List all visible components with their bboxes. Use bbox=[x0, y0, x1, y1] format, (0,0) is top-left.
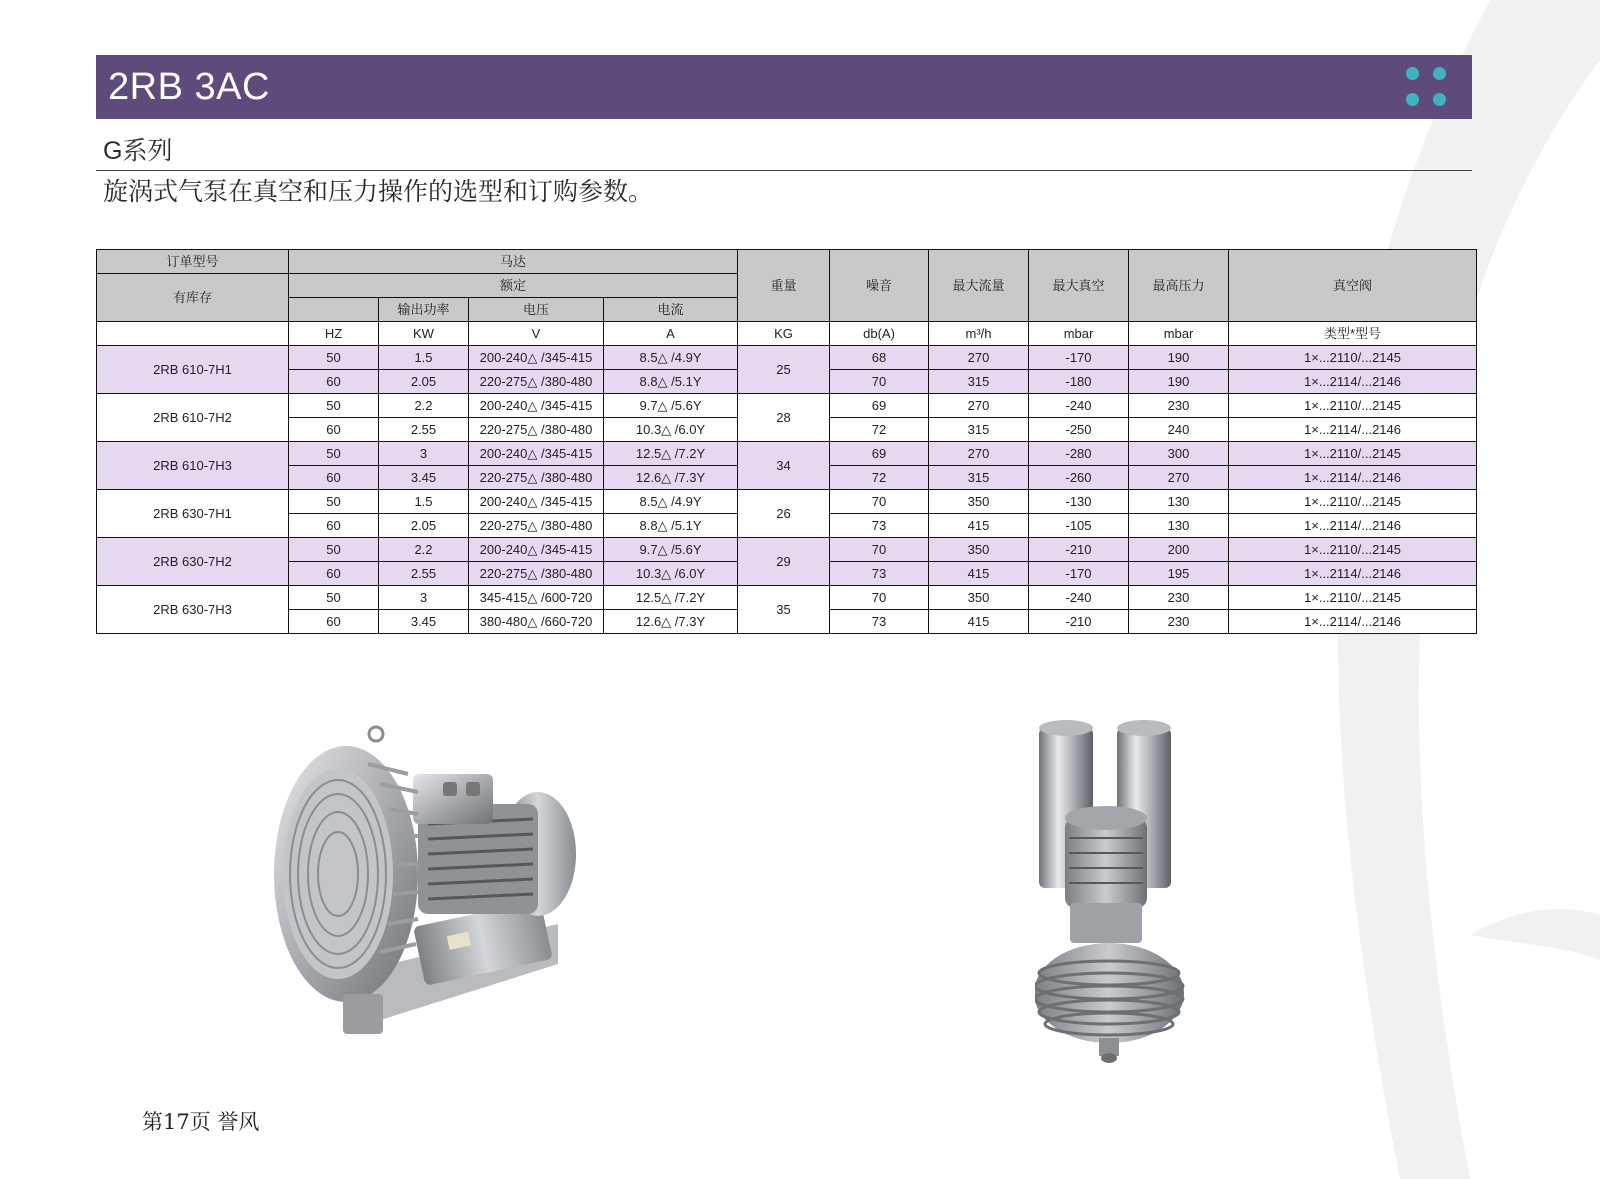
cell-kw: 3 bbox=[379, 442, 469, 466]
cell-noise: 69 bbox=[830, 394, 929, 418]
cell-flow: 270 bbox=[929, 394, 1029, 418]
cell-weight: 34 bbox=[738, 442, 830, 490]
cell-voltage: 200-240△ /345-415 bbox=[469, 394, 604, 418]
unit-v: V bbox=[469, 322, 604, 346]
cell-flow: 315 bbox=[929, 418, 1029, 442]
header-in-stock: 有库存 bbox=[97, 274, 289, 322]
cell-vacuum: -240 bbox=[1029, 394, 1129, 418]
cell-voltage: 220-275△ /380-480 bbox=[469, 370, 604, 394]
unit-db: db(A) bbox=[830, 322, 929, 346]
cell-hz: 60 bbox=[289, 466, 379, 490]
table-row bbox=[97, 442, 1477, 466]
cell-valve: 1×...2114/...2146 bbox=[1229, 562, 1477, 586]
cell-current: 8.8△ /5.1Y bbox=[604, 370, 738, 394]
cell-kw: 2.2 bbox=[379, 538, 469, 562]
cell-flow: 350 bbox=[929, 490, 1029, 514]
model-group bbox=[97, 442, 1477, 490]
unit-empty bbox=[97, 322, 289, 346]
header-output: 输出功率 bbox=[379, 298, 469, 322]
cell-voltage: 220-275△ /380-480 bbox=[469, 418, 604, 442]
cell-valve: 1×...2110/...2145 bbox=[1229, 442, 1477, 466]
cell-hz: 60 bbox=[289, 514, 379, 538]
cell-pressure: 300 bbox=[1129, 442, 1229, 466]
cell-noise: 70 bbox=[830, 538, 929, 562]
cell-voltage: 220-275△ /380-480 bbox=[469, 466, 604, 490]
cell-vacuum: -130 bbox=[1029, 490, 1129, 514]
header-valve: 真空阀 bbox=[1229, 250, 1477, 322]
cell-current: 12.5△ /7.2Y bbox=[604, 442, 738, 466]
model-group bbox=[97, 538, 1477, 586]
blower-photo-single-stage bbox=[268, 724, 598, 1058]
divider bbox=[96, 170, 1472, 171]
cell-noise: 68 bbox=[830, 346, 929, 370]
cell-valve: 1×...2110/...2145 bbox=[1229, 586, 1477, 610]
cell-current: 8.5△ /4.9Y bbox=[604, 346, 738, 370]
cell-voltage: 200-240△ /345-415 bbox=[469, 538, 604, 562]
cell-flow: 270 bbox=[929, 442, 1029, 466]
cell-noise: 73 bbox=[830, 514, 929, 538]
cell-kw: 3.45 bbox=[379, 610, 469, 634]
cell-current: 12.5△ /7.2Y bbox=[604, 586, 738, 610]
cell-noise: 70 bbox=[830, 586, 929, 610]
cell-kw: 3 bbox=[379, 586, 469, 610]
cell-current: 9.7△ /5.6Y bbox=[604, 394, 738, 418]
cell-hz: 60 bbox=[289, 610, 379, 634]
units-row bbox=[97, 322, 1477, 346]
cell-kw: 2.55 bbox=[379, 562, 469, 586]
cell-voltage: 200-240△ /345-415 bbox=[469, 442, 604, 466]
cell-noise: 72 bbox=[830, 466, 929, 490]
cell-flow: 415 bbox=[929, 562, 1029, 586]
cell-flow: 315 bbox=[929, 370, 1029, 394]
cell-valve: 1×...2110/...2145 bbox=[1229, 346, 1477, 370]
cell-pressure: 200 bbox=[1129, 538, 1229, 562]
model-name: 2RB 630-7H1 bbox=[97, 490, 289, 538]
table-row bbox=[97, 538, 1477, 562]
cell-flow: 415 bbox=[929, 610, 1029, 634]
cell-valve: 1×...2110/...2145 bbox=[1229, 490, 1477, 514]
header-max-pressure: 最高压力 bbox=[1129, 250, 1229, 322]
unit-flow: m³/h bbox=[929, 322, 1029, 346]
model-name: 2RB 610-7H3 bbox=[97, 442, 289, 490]
cell-pressure: 130 bbox=[1129, 490, 1229, 514]
cell-vacuum: -250 bbox=[1029, 418, 1129, 442]
cell-hz: 60 bbox=[289, 562, 379, 586]
cell-noise: 70 bbox=[830, 370, 929, 394]
cell-noise: 73 bbox=[830, 610, 929, 634]
cell-weight: 28 bbox=[738, 394, 830, 442]
unit-hz: HZ bbox=[289, 322, 379, 346]
cell-vacuum: -170 bbox=[1029, 562, 1129, 586]
cell-vacuum: -210 bbox=[1029, 610, 1129, 634]
title-banner bbox=[96, 55, 1472, 119]
cell-vacuum: -105 bbox=[1029, 514, 1129, 538]
cell-flow: 415 bbox=[929, 514, 1029, 538]
cell-pressure: 270 bbox=[1129, 466, 1229, 490]
cell-pressure: 230 bbox=[1129, 394, 1229, 418]
cell-voltage: 200-240△ /345-415 bbox=[469, 346, 604, 370]
cell-current: 9.7△ /5.6Y bbox=[604, 538, 738, 562]
cell-pressure: 240 bbox=[1129, 418, 1229, 442]
cell-kw: 2.05 bbox=[379, 514, 469, 538]
cell-kw: 2.2 bbox=[379, 394, 469, 418]
cell-valve: 1×...2114/...2146 bbox=[1229, 418, 1477, 442]
cell-flow: 350 bbox=[929, 538, 1029, 562]
unit-vac: mbar bbox=[1029, 322, 1129, 346]
cell-vacuum: -280 bbox=[1029, 442, 1129, 466]
cell-pressure: 230 bbox=[1129, 586, 1229, 610]
cell-current: 10.3△ /6.0Y bbox=[604, 562, 738, 586]
cell-voltage: 345-415△ /600-720 bbox=[469, 586, 604, 610]
unit-valve: 类型*型号 bbox=[1229, 322, 1477, 346]
cell-current: 12.6△ /7.3Y bbox=[604, 466, 738, 490]
model-group bbox=[97, 346, 1477, 394]
cell-valve: 1×...2110/...2145 bbox=[1229, 394, 1477, 418]
unit-a: A bbox=[604, 322, 738, 346]
cell-hz: 50 bbox=[289, 490, 379, 514]
cell-kw: 2.05 bbox=[379, 370, 469, 394]
blower-photo-double-stage bbox=[1035, 718, 1225, 1078]
cell-kw: 3.45 bbox=[379, 466, 469, 490]
cell-weight: 35 bbox=[738, 586, 830, 634]
header-max-flow: 最大流量 bbox=[929, 250, 1029, 322]
cell-valve: 1×...2114/...2146 bbox=[1229, 610, 1477, 634]
header-order-no: 订单型号 bbox=[97, 250, 289, 274]
cell-vacuum: -170 bbox=[1029, 346, 1129, 370]
cell-vacuum: -240 bbox=[1029, 586, 1129, 610]
page-title: 2RB 3AC bbox=[108, 66, 270, 108]
header-current: 电流 bbox=[604, 298, 738, 322]
cell-pressure: 195 bbox=[1129, 562, 1229, 586]
cell-kw: 1.5 bbox=[379, 490, 469, 514]
model-group bbox=[97, 586, 1477, 634]
unit-press: mbar bbox=[1129, 322, 1229, 346]
cell-kw: 1.5 bbox=[379, 346, 469, 370]
header-rated: 额定 bbox=[289, 274, 738, 298]
cell-current: 8.5△ /4.9Y bbox=[604, 490, 738, 514]
cell-vacuum: -210 bbox=[1029, 538, 1129, 562]
cell-hz: 50 bbox=[289, 442, 379, 466]
dots-logo-icon bbox=[1406, 67, 1452, 107]
cell-pressure: 130 bbox=[1129, 514, 1229, 538]
spec-table bbox=[96, 249, 1477, 634]
model-name: 2RB 630-7H2 bbox=[97, 538, 289, 586]
table-row bbox=[97, 346, 1477, 370]
cell-weight: 26 bbox=[738, 490, 830, 538]
table-row bbox=[97, 394, 1477, 418]
cell-flow: 270 bbox=[929, 346, 1029, 370]
cell-pressure: 230 bbox=[1129, 610, 1229, 634]
cell-valve: 1×...2110/...2145 bbox=[1229, 538, 1477, 562]
header-max-vacuum: 最大真空 bbox=[1029, 250, 1129, 322]
cell-noise: 72 bbox=[830, 418, 929, 442]
cell-pressure: 190 bbox=[1129, 346, 1229, 370]
table-row bbox=[97, 586, 1477, 610]
cell-noise: 70 bbox=[830, 490, 929, 514]
cell-noise: 73 bbox=[830, 562, 929, 586]
model-group bbox=[97, 394, 1477, 442]
cell-hz: 60 bbox=[289, 370, 379, 394]
cell-vacuum: -260 bbox=[1029, 466, 1129, 490]
cell-kw: 2.55 bbox=[379, 418, 469, 442]
cell-current: 10.3△ /6.0Y bbox=[604, 418, 738, 442]
subtitle: 旋涡式气泵在真空和压力操作的选型和订购参数。 bbox=[103, 178, 654, 206]
cell-current: 8.8△ /5.1Y bbox=[604, 514, 738, 538]
series-label: G系列 bbox=[103, 137, 173, 165]
cell-hz: 50 bbox=[289, 538, 379, 562]
cell-hz: 50 bbox=[289, 586, 379, 610]
header-weight: 重量 bbox=[738, 250, 830, 322]
cell-flow: 315 bbox=[929, 466, 1029, 490]
cell-valve: 1×...2114/...2146 bbox=[1229, 370, 1477, 394]
model-name: 2RB 610-7H2 bbox=[97, 394, 289, 442]
unit-kw: KW bbox=[379, 322, 469, 346]
cell-voltage: 200-240△ /345-415 bbox=[469, 490, 604, 514]
header-empty bbox=[289, 298, 379, 322]
model-group bbox=[97, 490, 1477, 538]
unit-kg: KG bbox=[738, 322, 830, 346]
cell-weight: 25 bbox=[738, 346, 830, 394]
cell-valve: 1×...2114/...2146 bbox=[1229, 514, 1477, 538]
cell-flow: 350 bbox=[929, 586, 1029, 610]
cell-voltage: 380-480△ /660-720 bbox=[469, 610, 604, 634]
cell-pressure: 190 bbox=[1129, 370, 1229, 394]
cell-hz: 60 bbox=[289, 418, 379, 442]
cell-weight: 29 bbox=[738, 538, 830, 586]
page-footer: 第17页 誉风 bbox=[142, 1110, 260, 1134]
cell-voltage: 220-275△ /380-480 bbox=[469, 514, 604, 538]
header-noise: 噪音 bbox=[830, 250, 929, 322]
model-name: 2RB 610-7H1 bbox=[97, 346, 289, 394]
cell-valve: 1×...2114/...2146 bbox=[1229, 466, 1477, 490]
header-motor: 马达 bbox=[289, 250, 738, 274]
table-row bbox=[97, 490, 1477, 514]
header-voltage: 电压 bbox=[469, 298, 604, 322]
cell-vacuum: -180 bbox=[1029, 370, 1129, 394]
model-name: 2RB 630-7H3 bbox=[97, 586, 289, 634]
cell-hz: 50 bbox=[289, 394, 379, 418]
cell-hz: 50 bbox=[289, 346, 379, 370]
cell-current: 12.6△ /7.3Y bbox=[604, 610, 738, 634]
cell-voltage: 220-275△ /380-480 bbox=[469, 562, 604, 586]
cell-noise: 69 bbox=[830, 442, 929, 466]
